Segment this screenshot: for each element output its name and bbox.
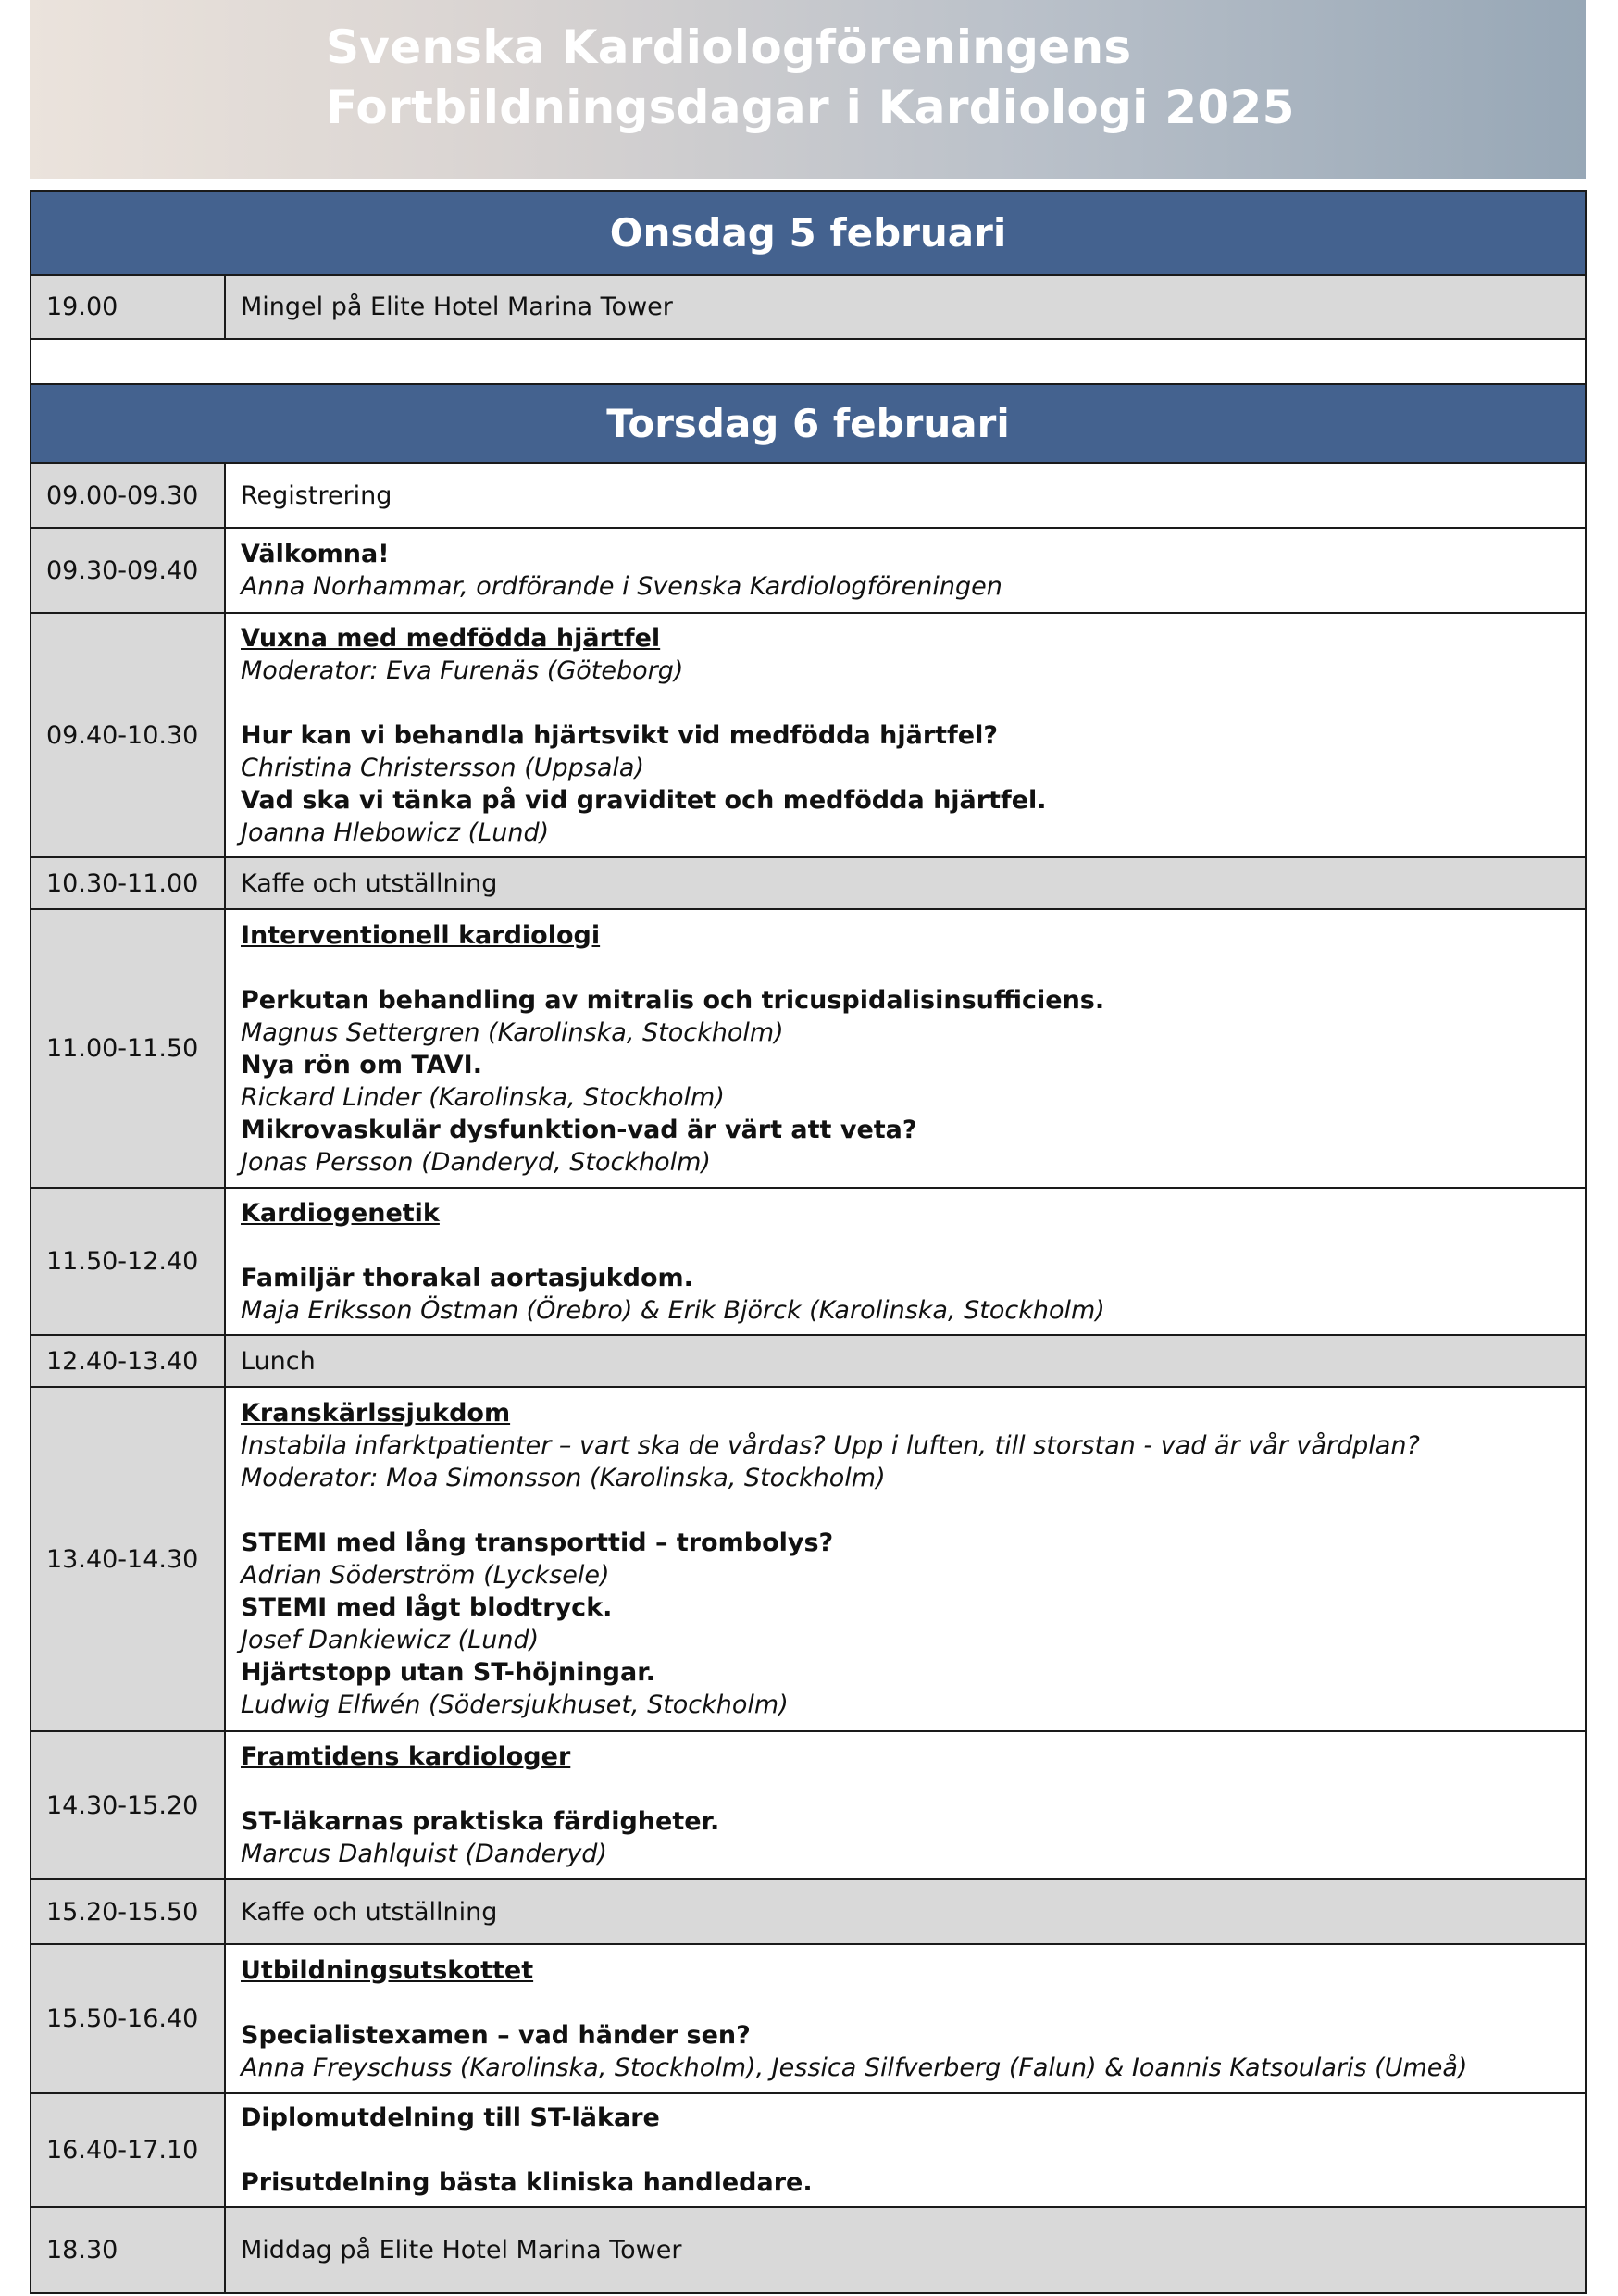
speaker-line: Maja Eriksson Östman (Örebro) & Erik Björck (Karolinska, Stockholm) [241, 1295, 1105, 1325]
session-time: 16.40-17.10 [31, 2093, 225, 2207]
talk-title: Välkomna! [241, 540, 390, 568]
speaker-line: Adrian Söderström (Lycksele) [241, 1561, 610, 1590]
session-time: 09.30-09.40 [31, 528, 225, 613]
session-row [31, 1335, 1586, 1387]
line-spacer [241, 1773, 1570, 1805]
session-content [225, 857, 1586, 909]
session-content [225, 528, 1586, 613]
session-content [225, 275, 1586, 339]
talk-title: Prisutdelning bästa kliniska handledare. [241, 2168, 813, 2197]
speaker-line: Anna Freyschuss (Karolinska, Stockholm), Jessica Silfverberg (Falun) & Ioannis Katsoularis (Umeå) [241, 2053, 1468, 2082]
talk-title: Diplomutdelning till ST-läkare [241, 2103, 660, 2132]
session-time: 15.20-15.50 [31, 1879, 225, 1944]
session-time: 14.30-15.20 [31, 1731, 225, 1879]
session-time: 11.00-11.50 [31, 909, 225, 1188]
session-content [225, 1387, 1586, 1731]
session-row [31, 1944, 1586, 2093]
speaker-line: Magnus Settergren (Karolinska, Stockholm) [241, 1017, 784, 1047]
session-row [31, 2207, 1586, 2293]
line-spacer [241, 1229, 1570, 1262]
line-spacer [241, 1494, 1570, 1527]
speaker-line: Marcus Dahlquist (Danderyd) [241, 1840, 607, 1868]
speaker-line: Jonas Persson (Danderyd, Stockholm) [241, 1147, 711, 1177]
session-time: 09.00-09.30 [31, 463, 225, 528]
session-topic: Framtidens kardiologer [241, 1742, 571, 1771]
speaker-line: Moderator: Eva Furenäs (Göteborg) [241, 655, 684, 685]
session-topic: Vuxna med medfödda hjärtfel [241, 623, 661, 653]
talk-title: ST-läkarnas praktiska färdigheter. [241, 1807, 720, 1836]
session-time: 09.40-10.30 [31, 613, 225, 857]
session-label: Middag på Elite Hotel Marina Tower [241, 2236, 682, 2265]
session-topic: Interventionell kardiologi [241, 920, 601, 950]
program-schedule [30, 190, 1587, 2294]
speaker-line: Christina Christersson (Uppsala) [241, 753, 645, 782]
talk-title: Hur kan vi behandla hjärtsvikt vid medfödda hjärtfel? [241, 720, 999, 750]
line-spacer [241, 1987, 1570, 2019]
session-label: Mingel på Elite Hotel Marina Tower [241, 293, 673, 321]
line-spacer [241, 952, 1570, 984]
speaker-line: Instabila infarktpatienter – vart ska de vårdas? Upp i luften, till storstan - vad är vår vårdplan? [241, 1431, 1420, 1460]
speaker-line: Ludwig Elfwén (Södersjukhuset, Stockholm) [241, 1691, 789, 1719]
speaker-line: Moderator: Moa Simonsson (Karolinska, Stockholm) [241, 1464, 886, 1492]
talk-title: Familjär thorakal aortasjukdom. [241, 1263, 693, 1292]
session-content [225, 2207, 1586, 2293]
talk-title: STEMI med lågt blodtryck. [241, 1593, 613, 1622]
session-time: 11.50-12.40 [31, 1188, 225, 1335]
session-time: 12.40-13.40 [31, 1335, 225, 1387]
session-content [225, 1879, 1586, 1944]
header-banner [30, 0, 1586, 179]
page-title-line-2: Fortbildningsdagar i Kardiologi 2025 [326, 81, 1295, 134]
session-time: 15.50-16.40 [31, 1944, 225, 2093]
session-time: 13.40-14.30 [31, 1387, 225, 1731]
speaker-line: Rickard Linder (Karolinska, Stockholm) [241, 1082, 725, 1112]
session-row [31, 1387, 1586, 1731]
session-time: 19.00 [31, 275, 225, 339]
talk-title: Specialistexamen – vad händer sen? [241, 2020, 751, 2050]
day-separator [31, 339, 1586, 384]
talk-title: Perkutan behandling av mitralis och tricuspidalisinsufficiens. [241, 985, 1105, 1015]
session-content [225, 1731, 1586, 1879]
speaker-line: Joanna Hlebowicz (Lund) [241, 817, 550, 847]
session-row [31, 463, 1586, 528]
speaker-line: Josef Dankiewicz (Lund) [241, 1626, 540, 1654]
session-row [31, 275, 1586, 339]
session-time: 18.30 [31, 2207, 225, 2293]
session-label: Registrering [241, 480, 392, 510]
session-topic: Kranskärlssjukdom [241, 1399, 511, 1428]
talk-title: Hjärtstopp utan ST-höjningar. [241, 1658, 655, 1687]
line-spacer [241, 687, 1570, 719]
session-topic: Utbildningsutskottet [241, 1955, 534, 1985]
session-row [31, 1879, 1586, 1944]
session-time: 10.30-11.00 [31, 857, 225, 909]
session-content [225, 1188, 1586, 1335]
day-header: Onsdag 5 februari [31, 191, 1586, 275]
talk-title: Vad ska vi tänka på vid graviditet och medfödda hjärtfel. [241, 785, 1047, 815]
session-row [31, 613, 1586, 857]
talk-title: STEMI med lång transporttid – trombolys? [241, 1529, 834, 1557]
session-content [225, 909, 1586, 1188]
session-row [31, 857, 1586, 909]
session-content [225, 2093, 1586, 2207]
session-row [31, 2093, 1586, 2207]
session-content [225, 1944, 1586, 2093]
day-header: Torsdag 6 februari [31, 384, 1586, 463]
session-label: Lunch [241, 1346, 316, 1376]
session-content [225, 1335, 1586, 1387]
line-spacer [241, 2134, 1570, 2166]
session-topic: Kardiogenetik [241, 1198, 440, 1228]
talk-title: Nya rön om TAVI. [241, 1050, 482, 1079]
speaker-line: Anna Norhammar, ordförande i Svenska Kardiologföreningen [241, 572, 1002, 601]
session-label: Kaffe och utställning [241, 1897, 498, 1927]
session-row [31, 528, 1586, 613]
talk-title: Mikrovaskulär dysfunktion-vad är värt att veta? [241, 1115, 917, 1144]
page-title-line-1: Svenska Kardiologföreningens [326, 20, 1132, 74]
session-row [31, 1731, 1586, 1879]
session-content [225, 613, 1586, 857]
session-row [31, 909, 1586, 1188]
session-content [225, 463, 1586, 528]
session-row [31, 1188, 1586, 1335]
session-label: Kaffe och utställning [241, 868, 498, 898]
